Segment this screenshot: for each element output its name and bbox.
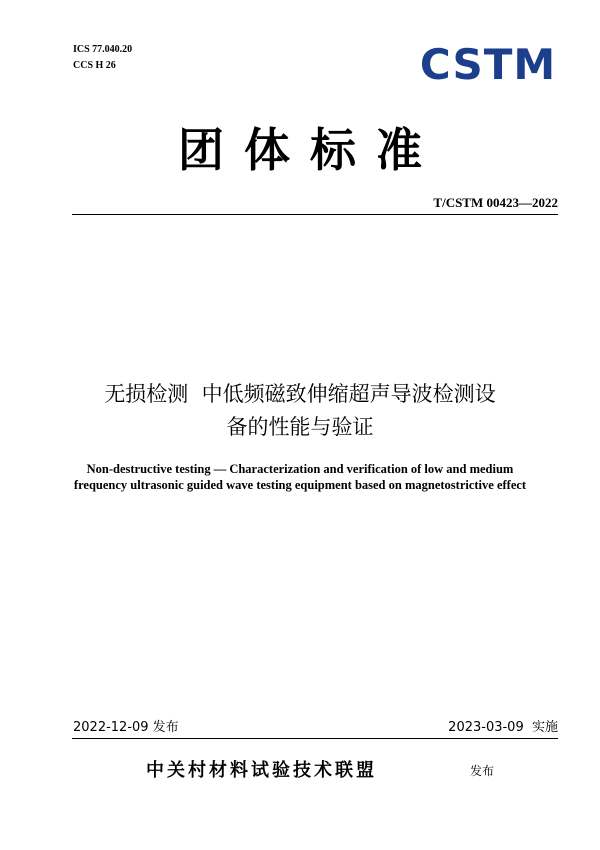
issue-date: 2022-12-09 发布 bbox=[73, 720, 179, 735]
publish-label: 发布 bbox=[470, 764, 495, 778]
cstm-logo bbox=[416, 44, 560, 84]
top-divider bbox=[72, 214, 558, 215]
ccs-code: CCS H 26 bbox=[73, 60, 116, 71]
chinese-title bbox=[60, 378, 540, 444]
standard-number: T/CSTM 00423—2022 bbox=[433, 195, 558, 210]
english-title: Non-destructive testing — Characterization and verification of low and medium frequency ultrasonic guided wave testing equipment based on magnetostrictive effect bbox=[73, 462, 527, 492]
publisher-name: 中关村材料试验技术联盟 bbox=[146, 760, 377, 781]
bottom-divider bbox=[72, 738, 558, 739]
main-title: 团体标准 bbox=[178, 123, 442, 177]
chinese-title-line-1: 无损检测 中低频磁致伸缩超声导波检测设 bbox=[104, 382, 496, 406]
svg-text:CSTM: CSTM bbox=[419, 44, 557, 84]
chinese-title-line-2: 备的性能与验证 bbox=[226, 415, 374, 439]
implementation-date: 2023-03-09 实施 bbox=[448, 720, 558, 735]
ics-code: ICS 77.040.20 bbox=[73, 44, 133, 55]
